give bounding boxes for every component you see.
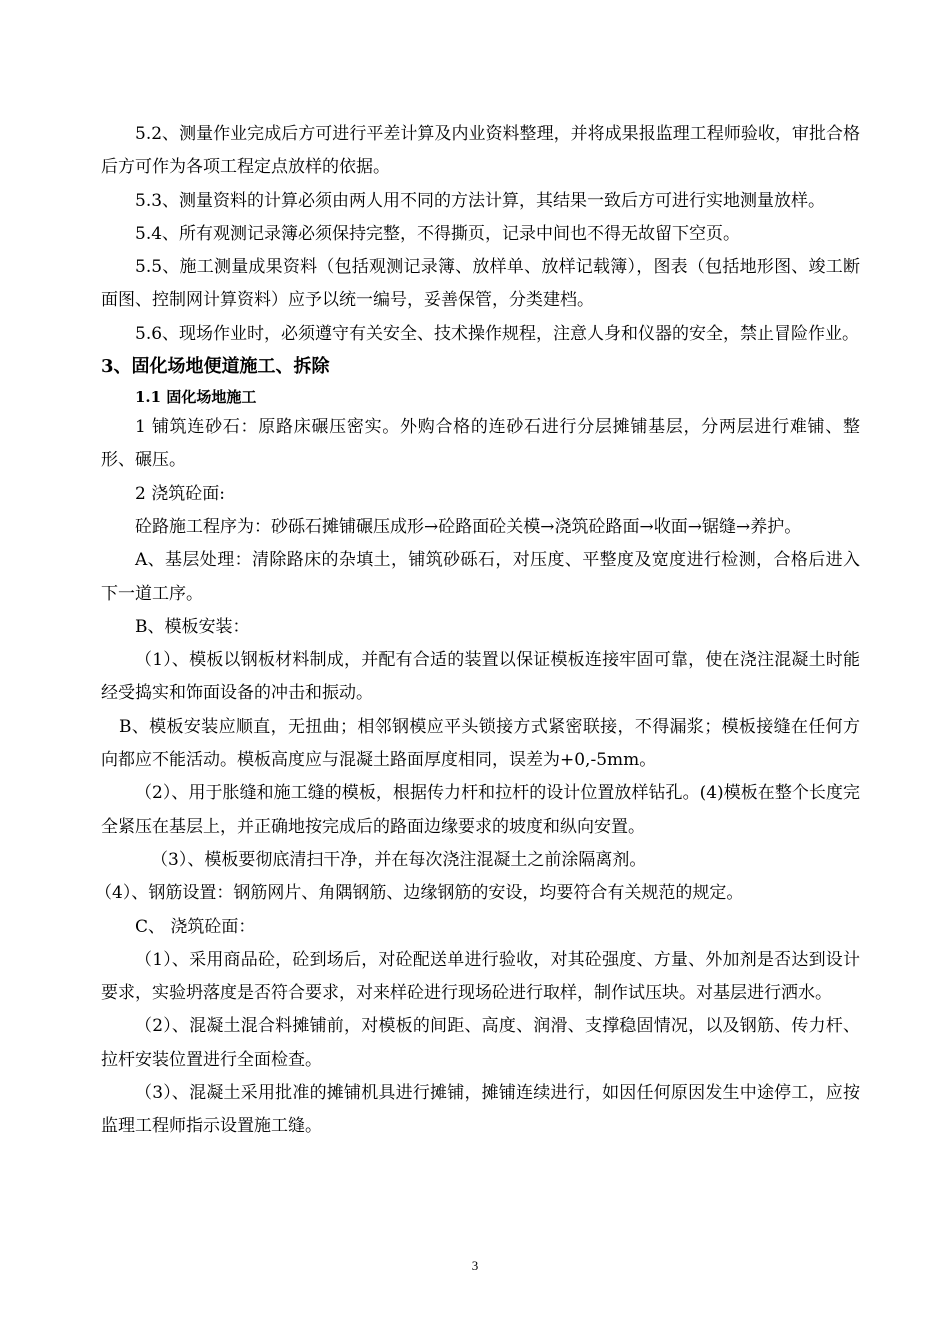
paragraph-5-5: 5.5、施工测量成果资料（包括观测记录簿、放样单、放样记载簿），图表（包括地形图、竣工断面图、控制网计算资料）应予以统一编号，妥善保管，分类建档。 [101, 257, 860, 311]
paragraph-a-base: A、基层处理：清除路床的杂填土，铺筑砂砾石，对压度、平整度及宽度进行检测，合格后进入下一道工序。 [101, 550, 860, 604]
paragraph-b-main: B、模板安装应顺直，无扭曲；相邻钢模应平头锁接方式紧密联接，不得漏浆；模板接缝在任何方向都应不能活动。模板高度应与混凝土路面厚度相同，误差为+0,-5mm。 [101, 716, 860, 771]
paragraph-5-2: 5.2、测量作业完成后方可进行平差计算及内业资料整理，并将成果报监理工程师验收，审批合格后方可作为各项工程定点放样的依据。 [101, 124, 860, 178]
paragraph-5-3: 5.3、测量资料的计算必须由两人用不同的方法计算，其结果一致后方可进行实地测量放样。 [135, 190, 826, 211]
document-body [95, 118, 860, 1144]
paragraph-b-title: B、模板安装： [135, 616, 250, 637]
paragraph-step-1: 1 铺筑连砂石：原路床碾压密实。外购合格的连砂石进行分层摊铺基层，分两层进行难铺、整形、碾压。 [101, 417, 860, 471]
paragraph-b-3: （3）、模板要彻底清扫干净，并在每次浇注混凝土之前涂隔离剂。 [151, 849, 647, 870]
paragraph-c-3: （3）、混凝土采用批准的摊铺机具进行摊铺，摊铺连续进行，如因任何原因发生中途停工，应按监理工程师指示设置施工缝。 [101, 1083, 860, 1137]
paragraph-b-4: （4）、钢筋设置：钢筋网片、角隅钢筋、边缘钢筋的安设，均要符合有关规范的规定。 [95, 883, 744, 904]
paragraph-b-2: （2）、用于胀缝和施工缝的模板，根据传力杆和拉杆的设计位置放样钻孔。(4)模板在整个长度完全紧压在基层上，并正确地按完成后的路面边缘要求的坡度和纵向安置。 [101, 783, 860, 837]
section-3-heading: 3、固化场地便道施工、拆除 [101, 356, 330, 378]
paragraph-step-2: 2 浇筑砼面: [135, 483, 225, 504]
paragraph-process: 砼路施工程序为：砂砾石摊铺碾压成形→砼路面砼关模→浇筑砼路面→收面→锯缝→养护。 [135, 516, 802, 537]
subsection-1-1-heading: 1.1 固化场地施工 [135, 388, 257, 407]
paragraph-5-6: 5.6、现场作业时，必须遵守有关安全、技术操作规程，注意人身和仪器的安全，禁止冒险作业。 [135, 323, 860, 344]
paragraph-c-1: （1）、采用商品砼，砼到场后，对砼配送单进行验收，对其砼强度、方量、外加剂是否达到设计要求，实验坍落度是否符合要求，对来样砼进行现场砼进行取样，制作试压块。对基层进行洒水。 [101, 949, 860, 1004]
paragraph-c-title: C、 浇筑砼面： [135, 916, 256, 937]
page-number: 3 [471, 1258, 479, 1273]
paragraph-b-1: （1）、模板以钢板材料制成，并配有合适的装置以保证模板连接牢固可靠，使在浇注混凝土时能经受捣实和饰面设备的冲击和振动。 [101, 650, 860, 704]
paragraph-5-4: 5.4、所有观测记录簿必须保持完整，不得撕页，记录中间也不得无故留下空页。 [135, 223, 741, 244]
paragraph-c-2: （2）、混凝土混合料摊铺前，对模板的间距、高度、润滑、支撑稳固情况，以及钢筋、传力杆、拉杆安装位置进行全面检查。 [101, 1016, 860, 1070]
